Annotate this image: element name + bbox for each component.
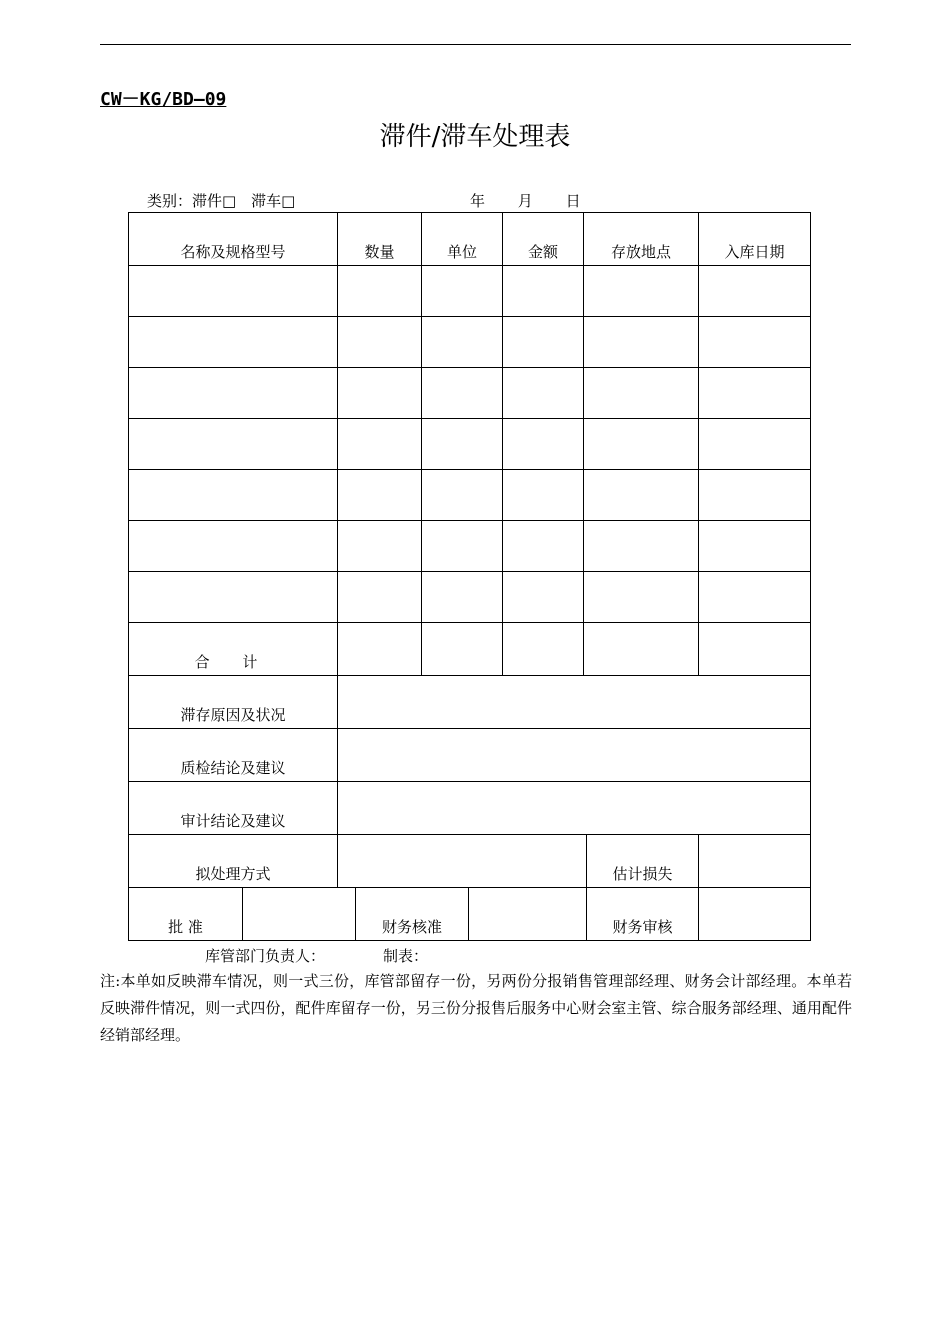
cell-unit[interactable] [422, 521, 503, 572]
cell-name[interactable] [129, 419, 338, 470]
cell-location[interactable] [584, 572, 699, 623]
approve-field[interactable] [243, 888, 356, 941]
method-field[interactable] [338, 835, 587, 888]
cell-quantity[interactable] [338, 572, 422, 623]
cell-unit[interactable] [422, 368, 503, 419]
header-unit: 单位 [422, 213, 503, 266]
approve-label: 批 准 [129, 888, 243, 941]
table-row [129, 521, 811, 572]
stagnant-items-table [128, 212, 811, 941]
cell-amount[interactable] [503, 572, 584, 623]
reason-label: 滞存原因及状况 [129, 676, 338, 729]
quality-row [129, 729, 811, 782]
total-quantity[interactable] [338, 623, 422, 676]
cell-entry-date[interactable] [699, 521, 811, 572]
cell-unit[interactable] [422, 266, 503, 317]
header-rule [100, 44, 851, 45]
reason-field[interactable] [338, 676, 811, 729]
footnote: 注:本单如反映滞车情况，则一式三份，库管部留存一份，另两份分报销售管理部经理、财务会计部经理。本单若反映滞件情况，则一式四份，配件库留存一份，另三份分报售后服务中心财会室主管、综合服务部经理、通用配件经销部经理。 [100, 972, 852, 1044]
cell-quantity[interactable] [338, 470, 422, 521]
table-row [129, 419, 811, 470]
cell-entry-date[interactable] [699, 368, 811, 419]
cell-entry-date[interactable] [699, 419, 811, 470]
cell-quantity[interactable] [338, 521, 422, 572]
finance-review-label: 财务审核 [587, 888, 699, 941]
cell-entry-date[interactable] [699, 266, 811, 317]
date-month: 月 [517, 192, 533, 210]
cell-quantity[interactable] [338, 419, 422, 470]
loss-label: 估计损失 [587, 835, 699, 888]
audit-label: 审计结论及建议 [129, 782, 338, 835]
cell-location[interactable] [584, 317, 699, 368]
cell-location[interactable] [584, 266, 699, 317]
date-line [470, 190, 595, 211]
method-row [129, 835, 811, 888]
cell-location[interactable] [584, 521, 699, 572]
cell-unit[interactable] [422, 572, 503, 623]
total-unit[interactable] [422, 623, 503, 676]
cell-name[interactable] [129, 368, 338, 419]
table-row [129, 266, 811, 317]
total-label: 合 计 [129, 623, 338, 676]
total-entry-date[interactable] [699, 623, 811, 676]
cell-name[interactable] [129, 572, 338, 623]
cell-amount[interactable] [503, 317, 584, 368]
header-amount: 金额 [503, 213, 584, 266]
date-day: 日 [565, 192, 581, 210]
table-row [129, 317, 811, 368]
cell-amount[interactable] [503, 419, 584, 470]
total-amount[interactable] [503, 623, 584, 676]
header-entry-date: 入库日期 [699, 213, 811, 266]
finance-review-field[interactable] [699, 888, 811, 941]
cell-entry-date[interactable] [699, 572, 811, 623]
table-row [129, 368, 811, 419]
cell-location[interactable] [584, 419, 699, 470]
cell-quantity[interactable] [338, 368, 422, 419]
cell-name[interactable] [129, 521, 338, 572]
cell-unit[interactable] [422, 419, 503, 470]
maker-signature-label: 制表： [383, 947, 429, 965]
reason-row [129, 676, 811, 729]
table-row [129, 572, 811, 623]
loss-field[interactable] [699, 835, 811, 888]
cell-entry-date[interactable] [699, 317, 811, 368]
manager-signature-label: 库管部门负责人： [205, 947, 326, 965]
header-name-spec: 名称及规格型号 [129, 213, 338, 266]
cell-location[interactable] [584, 368, 699, 419]
cell-amount[interactable] [503, 368, 584, 419]
table-row [129, 470, 811, 521]
cell-quantity[interactable] [338, 266, 422, 317]
method-label: 拟处理方式 [129, 835, 338, 888]
document-code: CW－KG/BD—09 [100, 89, 227, 110]
total-location[interactable] [584, 623, 699, 676]
cell-unit[interactable] [422, 470, 503, 521]
quality-field[interactable] [338, 729, 811, 782]
cell-unit[interactable] [422, 317, 503, 368]
cell-location[interactable] [584, 470, 699, 521]
cell-amount[interactable] [503, 266, 584, 317]
header-quantity: 数量 [338, 213, 422, 266]
cell-name[interactable] [129, 317, 338, 368]
category-line: 类别：滞件□ 滞车□ [147, 192, 296, 210]
cell-amount[interactable] [503, 521, 584, 572]
total-row [129, 623, 811, 676]
finance-approve-label: 财务核准 [356, 888, 469, 941]
header-row [129, 213, 811, 266]
cell-quantity[interactable] [338, 317, 422, 368]
cell-name[interactable] [129, 470, 338, 521]
finance-approve-field[interactable] [469, 888, 587, 941]
cell-amount[interactable] [503, 470, 584, 521]
audit-row [129, 782, 811, 835]
header-location: 存放地点 [584, 213, 699, 266]
approval-row [129, 888, 811, 941]
date-year: 年 [470, 192, 486, 210]
cell-entry-date[interactable] [699, 470, 811, 521]
audit-field[interactable] [338, 782, 811, 835]
quality-label: 质检结论及建议 [129, 729, 338, 782]
page-title: 滞件/滞车处理表 [379, 122, 571, 152]
cell-name[interactable] [129, 266, 338, 317]
